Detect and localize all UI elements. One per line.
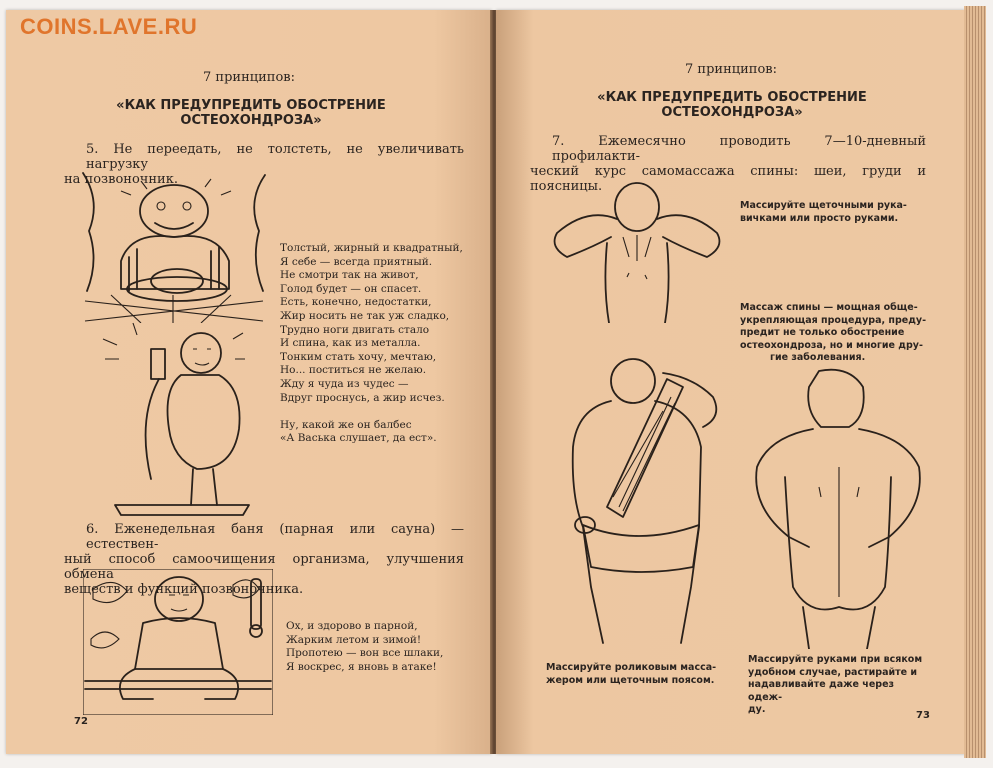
poem-line: Жду я чуда из чудес —	[280, 377, 409, 390]
principle-5-line-2: на позвоночник.	[64, 172, 178, 187]
poem-line: Не смотри так на живот,	[280, 269, 419, 282]
caption-line: вичками или просто руками.	[740, 212, 899, 224]
caption-line: Массируйте роликовым масса-	[546, 662, 717, 673]
poem-line: Я себе — всегда приятный.	[280, 255, 433, 268]
principle-6-line-3: веществ и функций позвоночника.	[64, 582, 304, 597]
left-title-line-1: «КАК ПРЕДУПРЕДИТЬ ОБОСТРЕНИЕ	[116, 98, 386, 113]
poem-line: Толстый, жирный и квадратный,	[280, 242, 463, 254]
caption-line: остеохондроза, но и многие дру-	[740, 339, 923, 351]
poem-line: Ну, какой же он балбес	[280, 418, 412, 431]
caption-hands-rub	[748, 654, 928, 717]
caption-line: удобном случае, растирайте и	[748, 666, 918, 678]
caption-back-massage-benefits	[740, 302, 936, 365]
poem-line: Тонким стать хочу, мечтаю,	[280, 350, 437, 363]
principle-7-line-2: ческий курс самомассажа спины: шеи, груди и поясницы.	[530, 164, 926, 194]
right-title-line-2: ОСТЕОХОНДРОЗА»	[661, 105, 803, 120]
caption-roller	[546, 662, 726, 687]
caption-line: Массируйте щеточными рука-	[740, 200, 907, 211]
neck-massage-illustration	[546, 176, 728, 324]
page-number-left: 72	[74, 716, 88, 727]
poem-spacer	[280, 405, 480, 419]
caption-line: предит не только обострение	[740, 327, 905, 338]
poem-sauna	[286, 620, 476, 674]
caption-line: надавливайте даже через одеж-	[748, 679, 895, 703]
page-edges	[964, 6, 986, 758]
left-page	[6, 10, 492, 754]
left-title-line-2: ОСТЕОХОНДРОЗА»	[180, 113, 322, 128]
poem-line: Ох, и здорово в парной,	[286, 620, 418, 632]
poem-line: Жир носить не так уж сладко,	[280, 309, 450, 322]
fat-man-eating-illustration	[80, 170, 268, 324]
right-title-line-1: «КАК ПРЕДУПРЕДИТЬ ОБОСТРЕНИЕ	[597, 90, 867, 105]
caption-line: жером или щеточным поясом.	[546, 674, 715, 686]
poem-line: Вдруг проснусь, а жир исчез.	[280, 391, 445, 404]
caption-brush-gloves	[740, 200, 936, 225]
belt-massager-illustration	[562, 356, 734, 648]
poem-line: Голод будет — он спасет.	[280, 282, 422, 295]
principle-6-line-1: 6. Еженедельная баня (парная или сауна) — естествен-	[86, 522, 464, 552]
left-title	[66, 98, 436, 128]
caption-line: гие заболевания.	[770, 352, 866, 363]
poem-line: Но... поститься не желаю.	[280, 364, 427, 377]
man-in-sauna-illustration	[82, 568, 274, 716]
caption-line: Массируйте руками при всяком	[748, 654, 923, 665]
caption-line: Массаж спины — мощная обще-	[740, 302, 918, 313]
poem-line: Трудно ноги двигать стало	[280, 323, 430, 336]
poem-line: Я воскрес, я вновь в атаке!	[286, 660, 437, 673]
right-title	[552, 90, 912, 120]
caption-line: укрепляющая процедура, преду-	[740, 314, 927, 326]
principle-6-line-2: ный способ самоочищения организма, улучшения обмена	[64, 552, 464, 582]
poem-line: «А Васька слушает, да ест».	[280, 432, 437, 445]
page-number-right: 73	[916, 710, 930, 721]
principle-5-line-1: 5. Не переедать, не толстеть, не увеличивать нагрузку	[86, 142, 464, 172]
man-on-scale-illustration	[92, 318, 264, 520]
hand-massage-illustration	[748, 366, 930, 650]
caption-line: ду.	[748, 704, 766, 715]
poem-line: Жарким летом и зимой!	[286, 633, 422, 646]
left-header: 7 принципов:	[203, 70, 295, 85]
poem-line: Пропотею — вон все шлаки,	[286, 647, 444, 660]
principle-7-line-1: 7. Ежемесячно проводить 7—10-дневный профилакти-	[552, 134, 926, 164]
site-watermark: COINS.LAVE.RU	[20, 14, 198, 39]
right-page	[496, 10, 966, 754]
open-book	[6, 4, 986, 762]
poem-line: Есть, конечно, недостатки,	[280, 296, 432, 309]
right-header: 7 принципов:	[685, 62, 777, 77]
poem-line: И спина, как из металла.	[280, 337, 421, 350]
poem-fat-man	[280, 242, 480, 446]
